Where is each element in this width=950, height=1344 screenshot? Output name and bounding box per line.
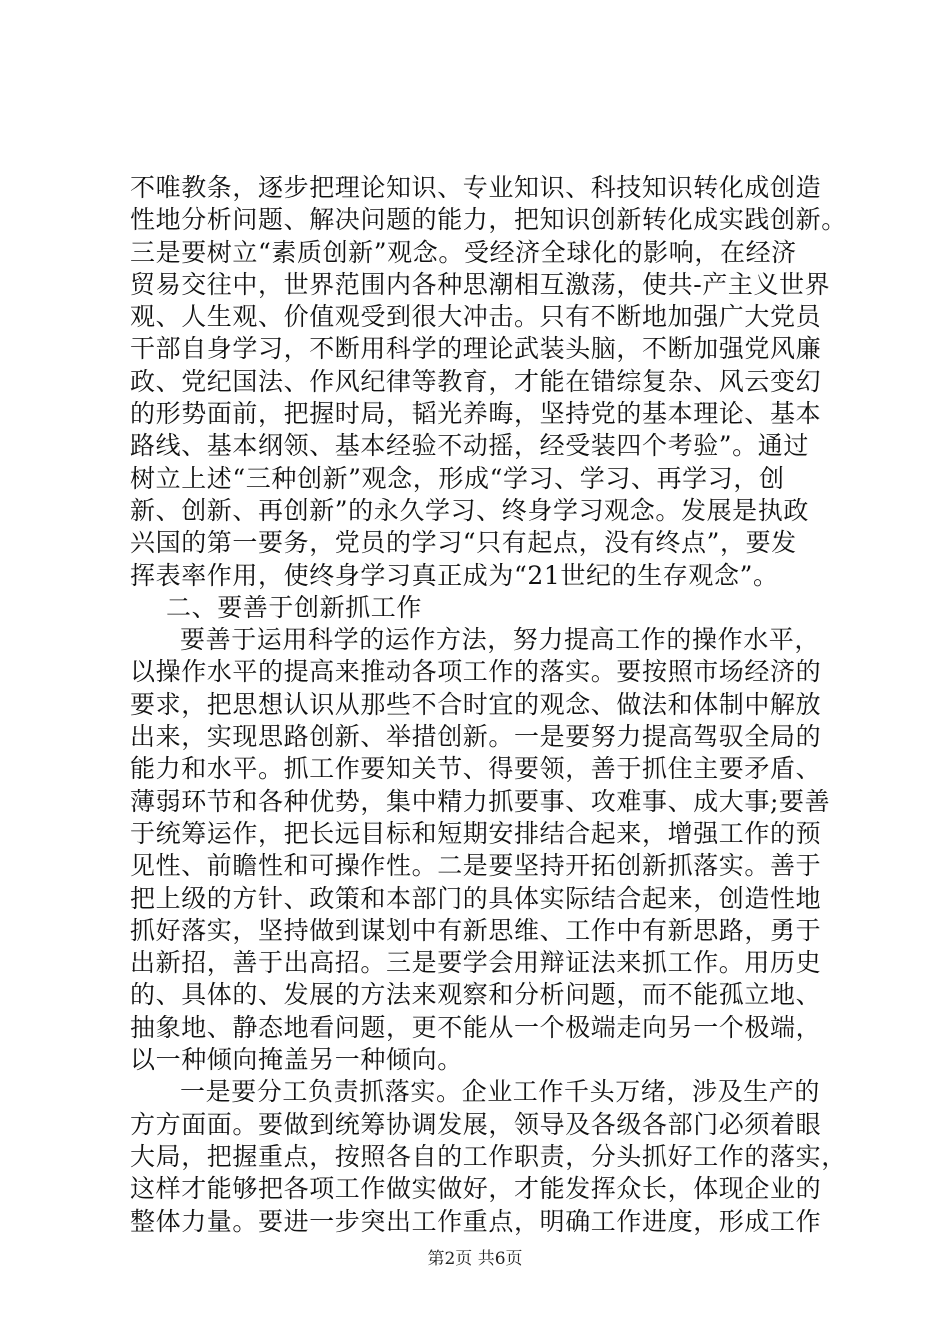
text-line: 挥表率作用，使终身学习真正成为“21世纪的生存观念”。 xyxy=(130,560,779,590)
text-line: 贸易交往中，世界范围内各种思潮相互激荡，使共-产主义世界 xyxy=(130,269,831,299)
text-line: 的、具体的、发展的方法来观察和分析问题，而不能孤立地、 xyxy=(130,980,822,1010)
text-line: 整体力量。要进一步突出工作重点，明确工作进度，形成工作 xyxy=(130,1206,822,1236)
text-line: 观、人生观、价值观受到很大冲击。只有不断地加强广大党员 xyxy=(130,302,822,332)
text-line: 要善于运用科学的运作方法，努力提高工作的操作水平， xyxy=(180,625,821,655)
text-line: 抓好落实，坚持做到谋划中有新思维、工作中有新思路，勇于 xyxy=(130,915,822,945)
text-line: 干部自身学习，不断用科学的理论武装头脑，不断加强党风廉 xyxy=(130,334,822,364)
text-line: 一是要分工负责抓落实。企业工作千头万绪，涉及生产的 xyxy=(180,1077,821,1107)
text-line: 见性、前瞻性和可操作性。二是要坚持开拓创新抓落实。善于 xyxy=(130,851,822,881)
text-line: 出新招，善于出高招。三是要学会用辩证法来抓工作。用历史 xyxy=(130,948,822,978)
text-line: 路线、基本纲领、基本经验不动摇，经受装四个考验”。通过 xyxy=(130,431,809,461)
text-line: 方方面面。要做到统筹协调发展，领导及各级各部门必须着眼 xyxy=(130,1109,822,1139)
text-line: 的形势面前，把握时局，韬光养晦，坚持党的基本理论、基本 xyxy=(130,399,822,429)
text-line: 能力和水平。抓工作要知关节、得要领，善于抓住主要矛盾、 xyxy=(130,754,822,784)
text-line: 兴国的第一要务，党员的学习“只有起点，没有终点”，要发 xyxy=(130,528,797,558)
document-body xyxy=(130,172,847,1238)
text-line: 把上级的方针、政策和本部门的具体实际结合起来，创造性地 xyxy=(130,883,822,913)
section-heading: 二、要善于创新抓工作 xyxy=(166,592,423,622)
text-line: 树立上述“三种创新”观念，形成“学习、学习、再学习，创 xyxy=(130,463,785,493)
text-line: 薄弱环节和各种优势，集中精力抓要事、攻难事、成大事;要善 xyxy=(130,786,831,816)
text-line: 出来，实现思路创新、举措创新。一是要努力提高驾驭全局的 xyxy=(130,722,822,752)
text-line: 抽象地、静态地看问题，更不能从一个极端走向另一个极端， xyxy=(130,1012,822,1042)
text-line: 政、党纪国法、作风纪律等教育，才能在错综复杂、风云变幻 xyxy=(130,366,822,396)
page-footer: 第2页 共6页 xyxy=(427,1249,523,1269)
text-line: 性地分析问题、解决问题的能力，把知识创新转化成实践创新。 xyxy=(130,205,847,235)
text-line: 以一种倾向掩盖另一种倾向。 xyxy=(130,1045,463,1075)
text-line: 大局，把握重点，按照各自的工作职责，分头抓好工作的落实， xyxy=(130,1141,847,1171)
text-line: 不唯教条，逐步把理论知识、专业知识、科技知识转化成创造 xyxy=(130,173,822,202)
text-line: 以操作水平的提高来推动各项工作的落实。要按照市场经济的 xyxy=(130,657,822,687)
text-line: 于统筹运作，把长远目标和短期安排结合起来，增强工作的预 xyxy=(130,818,822,848)
text-line: 新、创新、再创新”的永久学习、终身学习观念。发展是执政 xyxy=(130,495,809,525)
text-line: 这样才能够把各项工作做实做好，才能发挥众长，体现企业的 xyxy=(130,1174,822,1204)
text-line: 三是要树立“素质创新”观念。受经济全球化的影响，在经济 xyxy=(130,237,797,267)
text-line: 要求，把思想认识从那些不合时宜的观念、做法和体制中解放 xyxy=(130,689,822,719)
